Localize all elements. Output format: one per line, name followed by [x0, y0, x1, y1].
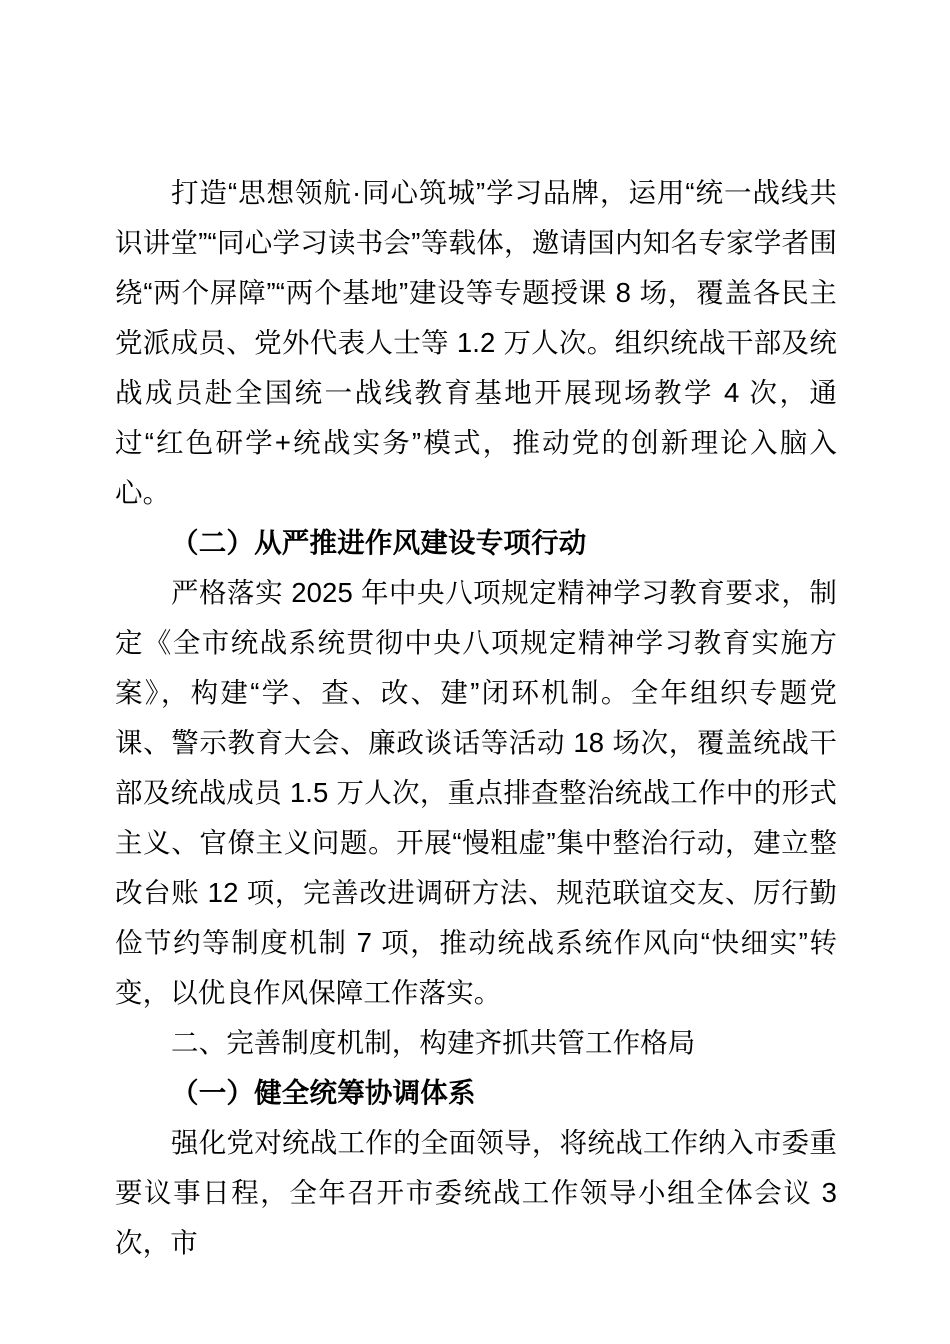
body-paragraph: 严格落实 2025 年中央八项规定精神学习教育要求，制定《全市统战系统贯彻中央八项规定精神学习教育实施方案》，构建“学、查、改、建”闭环机制。全年组织专题党课、警示教育大会、廉政谈话等活动 18 场次，覆盖统战干部及统战成员 1.5 万人次，重点排查整治统战工作中的形式主义、官僚主义问题。开展“慢粗虚”集中整治行动，建立整改台账 12 项，完善改进调研方法、规范联谊交友、厉行勤俭节约等制度机制 7 项，推动统战系统作风向“快细实”转变，以优良作风保障工作落实。: [115, 577, 837, 1008]
section-heading-two: 二、完善制度机制，构建齐抓共管工作格局: [171, 1027, 696, 1058]
subsection-heading-two: （二）从严推进作风建设专项行动: [171, 527, 587, 558]
body-paragraph: 打造“思想领航·同心筑城”学习品牌，运用“统一战线共识讲堂”“同心学习读书会”等载体，邀请国内知名专家学者围绕“两个屏障”“两个基地”建设等专题授课 8 场，覆盖各民主党派成员、党外代表人士等 1.2 万人次。组织统战干部及统战成员赴全国统一战线教育基地开展现场教学 4 次，通过“红色研学+统战实务”模式，推动党的创新理论入脑入心。: [115, 177, 837, 508]
subsection-heading-one: （一）健全统筹协调体系: [171, 1077, 476, 1108]
body-paragraph: 强化党对统战工作的全面领导，将统战工作纳入市委重要议事日程，全年召开市委统战工作领导小组全体会议 3 次，市: [115, 1127, 837, 1258]
document-body: [115, 168, 837, 1268]
